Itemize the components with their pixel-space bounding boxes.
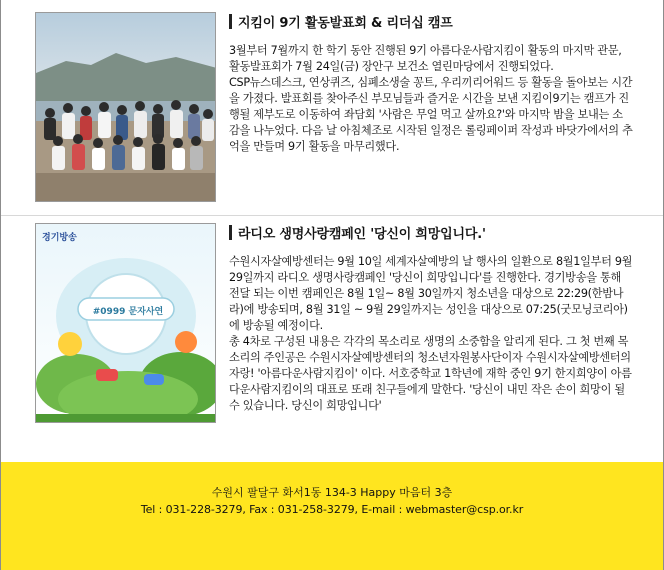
radio-campaign-banner-image bbox=[35, 223, 216, 423]
article-heading bbox=[229, 223, 633, 242]
article-paragraph: CSP뉴스데스크, 연상퀴즈, 심폐소생술 꽁트, 우리끼리어워드 등 활동을 돌아보는 시간을 가졌다. 발표회를 찾아주신 부모님들과 즐거운 시간을 보낸 지킴이9기는 캠프가 진행될 제부도로 이동하여 좌담회 '사람은 무얼 먹고 살까요?'와 마지막 밤을 보내는 소감을 나누었다. 다음 날 아침체조로 시작된 일정은 롤링페이퍼 작성과 바닷가에서의 추억을 만들며 9기 활동을 마무리했다. bbox=[229, 76, 633, 153]
article-text bbox=[229, 254, 633, 414]
article-leadership-camp bbox=[1, 0, 663, 215]
article-body bbox=[229, 12, 633, 155]
article-body bbox=[229, 223, 633, 414]
article-title: 지킴이 9기 활동발표회 & 리더십 캠프 bbox=[238, 16, 453, 31]
banner-text: #0999 문자사연 bbox=[92, 307, 164, 317]
article-heading bbox=[229, 12, 633, 31]
footer-contact: Tel : 031-228-3279, Fax : 031-258-3279, E-mail : webmaster@csp.or.kr bbox=[140, 503, 524, 516]
article-paragraph: 총 4차로 구성된 내용은 각각의 목소리로 생명의 소중함을 알리게 된다. 그 첫 번째 목소리의 주인공은 수원시자살예방센터의 청소년자원봉사단이자 수원시자살예방센터의 자랑! '아름다운사람지킴이' 이다. 서호중학교 1학년에 재학 중인 9기 한지희양이 아름다운사람지킴이의 대표로 또래 친구들에게 말한다. '당신이 내민 작은 손이 희망이 될 수 있습니다. 당신이 희망입니다' bbox=[229, 335, 632, 412]
footer bbox=[1, 462, 663, 570]
article-paragraph: 3월부터 7월까지 한 학기 동안 진행된 9기 아름다운사람지킴이 활동의 마지막 관문, 활동발표회가 7월 24일(금) 장안구 보건소 열린마당에서 진행되었다. bbox=[229, 44, 622, 73]
article-title: 라디오 생명사랑캠페인 '당신이 희망입니다.' bbox=[238, 227, 486, 242]
article-radio-campaign bbox=[1, 215, 663, 462]
group-photo-beach-image bbox=[35, 12, 216, 202]
footer-address: 수원시 팔달구 화서1동 134-3 Happy 마음터 3층 bbox=[211, 486, 453, 499]
newsletter-content bbox=[1, 0, 663, 462]
heading-marker-icon bbox=[229, 14, 232, 29]
article-paragraph: 수원시자살예방센터는 9월 10일 세계자살예방의 날 행사의 일환으로 8월1일부터 9월 29일까지 라디오 생명사랑캠페인 '당신이 희망입니다'를 진행한다. 경기방송을 통해 전달 되는 이번 캠페인은 8월 1일~ 8월 30일까지 청소년을 대상으로 22:29(한밤나라)에 방송되며, 8월 31일 ~ 9월 29일까지는 성인을 대상으로 07:25(굿모닝코리아)에 방송될 예정이다. bbox=[229, 255, 633, 332]
heading-marker-icon bbox=[229, 225, 232, 240]
article-text bbox=[229, 43, 633, 155]
banner-logo: 경기방송 bbox=[42, 233, 77, 243]
